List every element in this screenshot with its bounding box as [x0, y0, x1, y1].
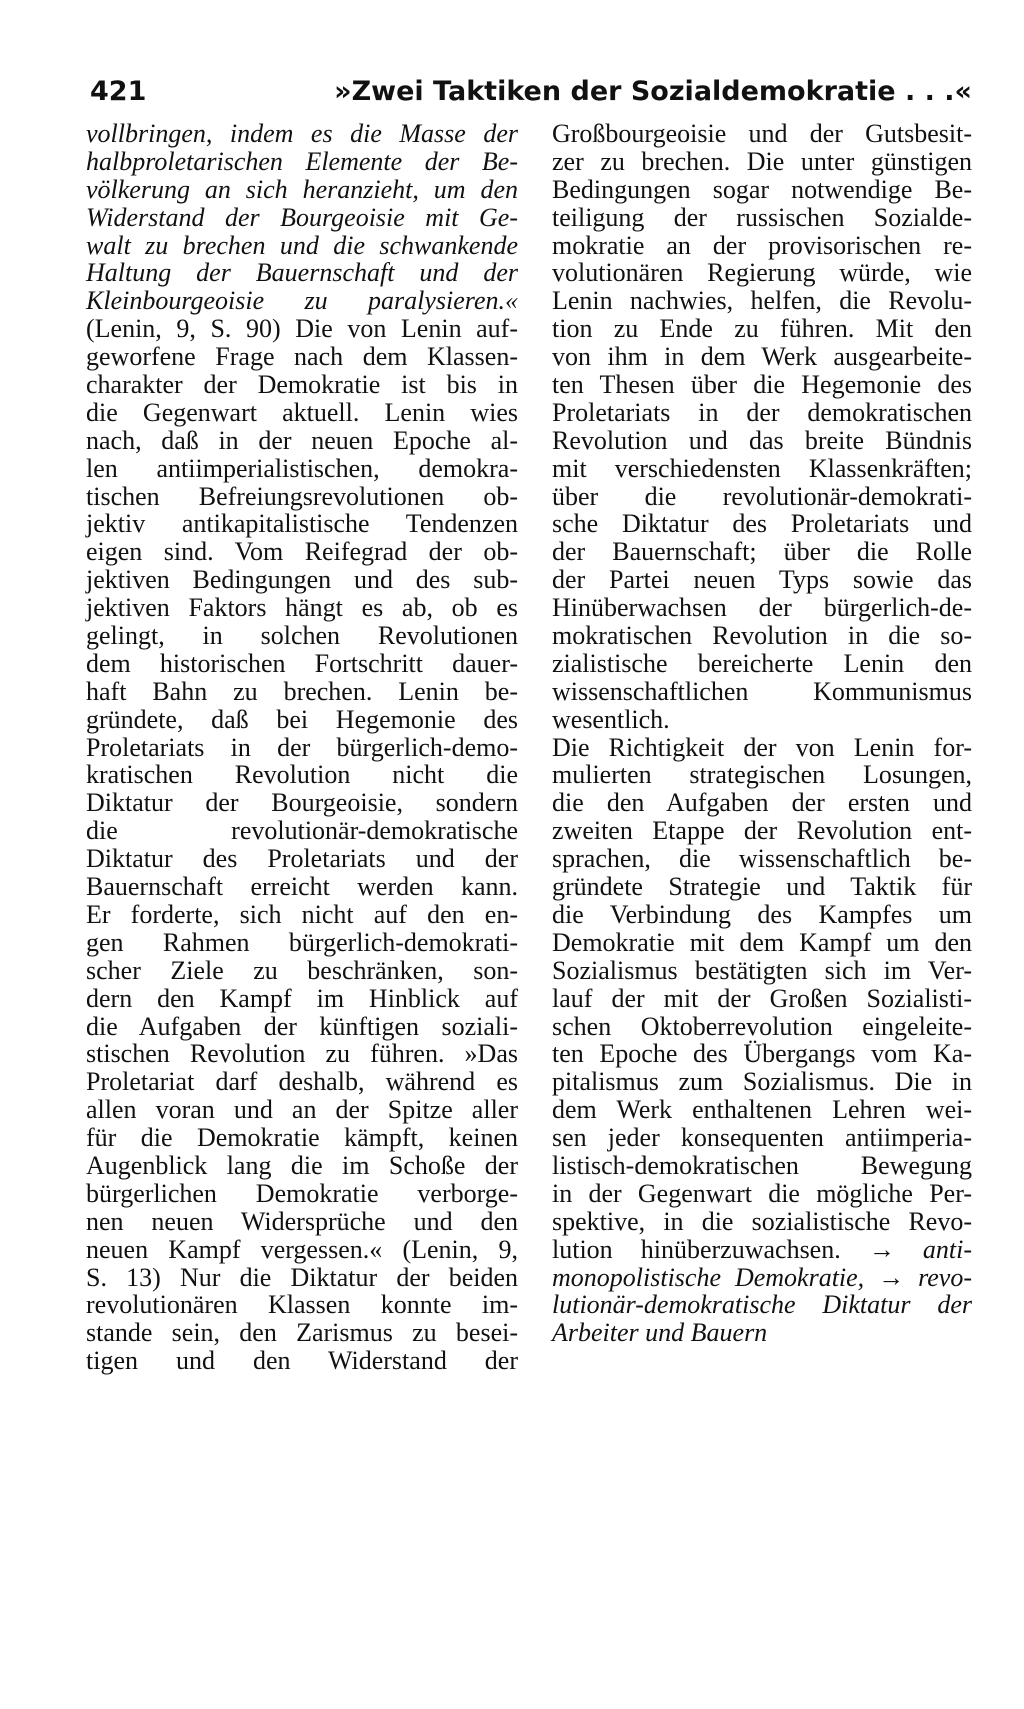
text-line: Er forderte, sich nicht auf den en-: [86, 899, 518, 929]
text-line: dern den Kampf im Hinblick auf: [86, 983, 518, 1013]
text-line: Proletariats in der bürgerlich-demo-: [86, 732, 518, 762]
text-line: spektive, in die sozialistische Revo-: [552, 1206, 972, 1236]
text-line: Proletariats in der demokratischen: [552, 397, 972, 427]
text-line: der Bauernschaft; über die Rolle: [552, 537, 972, 567]
text-line: Bedingungen sogar notwendige Be-: [552, 174, 972, 204]
text-line: tigen und den Widerstand der: [86, 1346, 518, 1376]
right-text-column: [552, 120, 972, 1347]
text-line: zweiten Etappe der Revolution ent-: [552, 816, 972, 846]
text-line: halbproletarischen Elemente der Be-: [86, 146, 518, 176]
text-line: mokratie an der provisorischen re-: [552, 230, 972, 260]
text-line: lauf der mit der Großen Sozialisti-: [552, 983, 972, 1013]
text-line: Lenin nachwies, helfen, die Revolu-: [552, 286, 972, 316]
text-line: len antiimperialistischen, demokra-: [86, 453, 518, 483]
text-line: revolutionären Klassen konnte im-: [86, 1290, 518, 1320]
text-line: dem Werk enthaltenen Lehren wei-: [552, 1095, 972, 1125]
text-line: volutionären Regierung würde, wie: [552, 258, 972, 288]
text-line: Kleinbourgeoisie zu paralysieren.«: [86, 286, 518, 316]
text-line: scher Ziele zu beschränken, son-: [86, 955, 518, 985]
text-line: der Partei neuen Typs sowie das: [552, 565, 972, 595]
text-line: nen neuen Widersprüche und den: [86, 1206, 518, 1236]
text-line: S. 13) Nur die Diktatur der beiden: [86, 1262, 518, 1292]
text-line: Diktatur des Proletariats und der: [86, 844, 518, 874]
text-line: wesentlich.: [552, 704, 670, 734]
text-line: dem historischen Fortschritt dauer-: [86, 648, 518, 678]
text-line: wissenschaftlichen Kommunismus: [552, 676, 972, 706]
text-line: ten Thesen über die Hegemonie des: [552, 370, 972, 400]
text-line: die den Aufgaben der ersten und: [552, 788, 972, 818]
text-line: stande sein, den Zarismus zu besei-: [86, 1318, 518, 1348]
text-line: in der Gegenwart die mögliche Per-: [552, 1178, 972, 1208]
text-line: schen Oktoberrevolution eingeleite-: [552, 1011, 972, 1041]
text-line: zer zu brechen. Die unter günstigen: [552, 146, 972, 176]
text-line: mit verschiedensten Klassenkräften;: [552, 453, 972, 483]
text-line: sche Diktatur des Proletariats und: [552, 509, 972, 539]
text-line: gründete Strategie und Taktik für: [552, 872, 972, 902]
text-line: Augenblick lang die im Schoße der: [86, 1150, 518, 1180]
text-line: von ihm in dem Werk ausgearbeite-: [552, 342, 972, 372]
text-line: tischen Befreiungsrevolutionen ob-: [86, 481, 518, 511]
text-line: neuen Kampf vergessen.« (Lenin, 9,: [86, 1234, 518, 1264]
text-line: gen Rahmen bürgerlich-demokrati-: [86, 927, 518, 957]
text-line: geworfene Frage nach dem Klassen-: [86, 342, 518, 372]
text-line: Großbourgeoisie und der Gutsbesit-: [552, 119, 972, 148]
text-line: monopolistische Demokratie, → revo-: [552, 1262, 972, 1292]
text-line: Proletariat darf deshalb, während es: [86, 1067, 518, 1097]
text-line: die revolutionär-demokratische: [86, 816, 518, 846]
text-line: jektiv antikapitalistische Tendenzen: [86, 509, 518, 539]
text-line: stischen Revolution zu führen. »Das: [86, 1039, 518, 1069]
text-line: Sozialismus bestätigten sich im Ver-: [552, 955, 972, 985]
text-line: die Gegenwart aktuell. Lenin wies: [86, 397, 518, 427]
text-line: vollbringen, indem es die Masse der: [86, 119, 518, 148]
text-line: kratischen Revolution nicht die: [86, 760, 518, 790]
text-line: jektiven Faktors hängt es ab, ob es: [86, 593, 518, 623]
text-line: für die Demokratie kämpft, keinen: [86, 1123, 518, 1153]
text-line: Demokratie mit dem Kampf um den: [552, 927, 972, 957]
text-line: eigen sind. Vom Reifegrad der ob-: [86, 537, 518, 567]
text-line: charakter der Demokratie ist bis in: [86, 370, 518, 400]
text-line: Die Richtigkeit der von Lenin for-: [552, 732, 972, 762]
text-line: mulierten strategischen Losungen,: [552, 760, 972, 790]
text-line: teiligung der russischen Sozialde-: [552, 202, 972, 232]
text-line: zialistische bereicherte Lenin den: [552, 648, 972, 678]
page-number: 421: [90, 76, 147, 107]
text-line: die Verbindung des Kampfes um: [552, 899, 972, 929]
text-line: pitalismus zum Sozialismus. Die in: [552, 1067, 972, 1097]
left-text-column: [86, 120, 518, 1375]
text-line: listisch-demokratischen Bewegung: [552, 1150, 972, 1180]
text-run: → anti-: [868, 1234, 972, 1264]
text-line: Bauernschaft erreicht werden kann.: [86, 872, 518, 902]
text-line: Hinüberwachsen der bürgerlich-de-: [552, 593, 972, 623]
text-line: Haltung der Bauernschaft und der: [86, 258, 518, 288]
text-line: Diktatur der Bourgeoisie, sondern: [86, 788, 518, 818]
text-line: sprachen, die wissenschaftlich be-: [552, 844, 972, 874]
text-line: gründete, daß bei Hegemonie des: [86, 704, 518, 734]
running-title: »Zwei Taktiken der Sozialdemokratie . . .«: [334, 76, 972, 107]
text-line: nach, daß in der neuen Epoche al-: [86, 425, 518, 455]
text-line: [552, 1236, 972, 1264]
text-line: sen jeder konsequenten antiimperia-: [552, 1123, 972, 1153]
text-line: die Aufgaben der künftigen soziali-: [86, 1011, 518, 1041]
text-line: haft Bahn zu brechen. Lenin be-: [86, 676, 518, 706]
text-line: ten Epoche des Übergangs vom Ka-: [552, 1039, 972, 1069]
text-line: gelingt, in solchen Revolutionen: [86, 621, 518, 651]
text-line: völkerung an sich heranzieht, um den: [86, 174, 518, 204]
text-line: walt zu brechen und die schwankende: [86, 230, 518, 260]
text-line: Arbeiter und Bauern: [552, 1318, 768, 1348]
text-run: lution hinüberzuwachsen.: [552, 1234, 869, 1264]
text-line: Revolution und das breite Bündnis: [552, 425, 972, 455]
text-line: über die revolutionär-demokrati-: [552, 481, 972, 511]
text-line: Widerstand der Bourgeoisie mit Ge-: [86, 202, 518, 232]
text-line: jektiven Bedingungen und des sub-: [86, 565, 518, 595]
running-header: [86, 72, 972, 112]
text-line: mokratischen Revolution in die so-: [552, 621, 972, 651]
text-line: allen voran und an der Spitze aller: [86, 1095, 518, 1125]
text-line: (Lenin, 9, S. 90) Die von Lenin auf-: [86, 314, 518, 344]
text-line: bürgerlichen Demokratie verborge-: [86, 1178, 518, 1208]
text-line: lutionär-demokratische Diktatur der: [552, 1290, 972, 1320]
text-line: tion zu Ende zu führen. Mit den: [552, 314, 972, 344]
